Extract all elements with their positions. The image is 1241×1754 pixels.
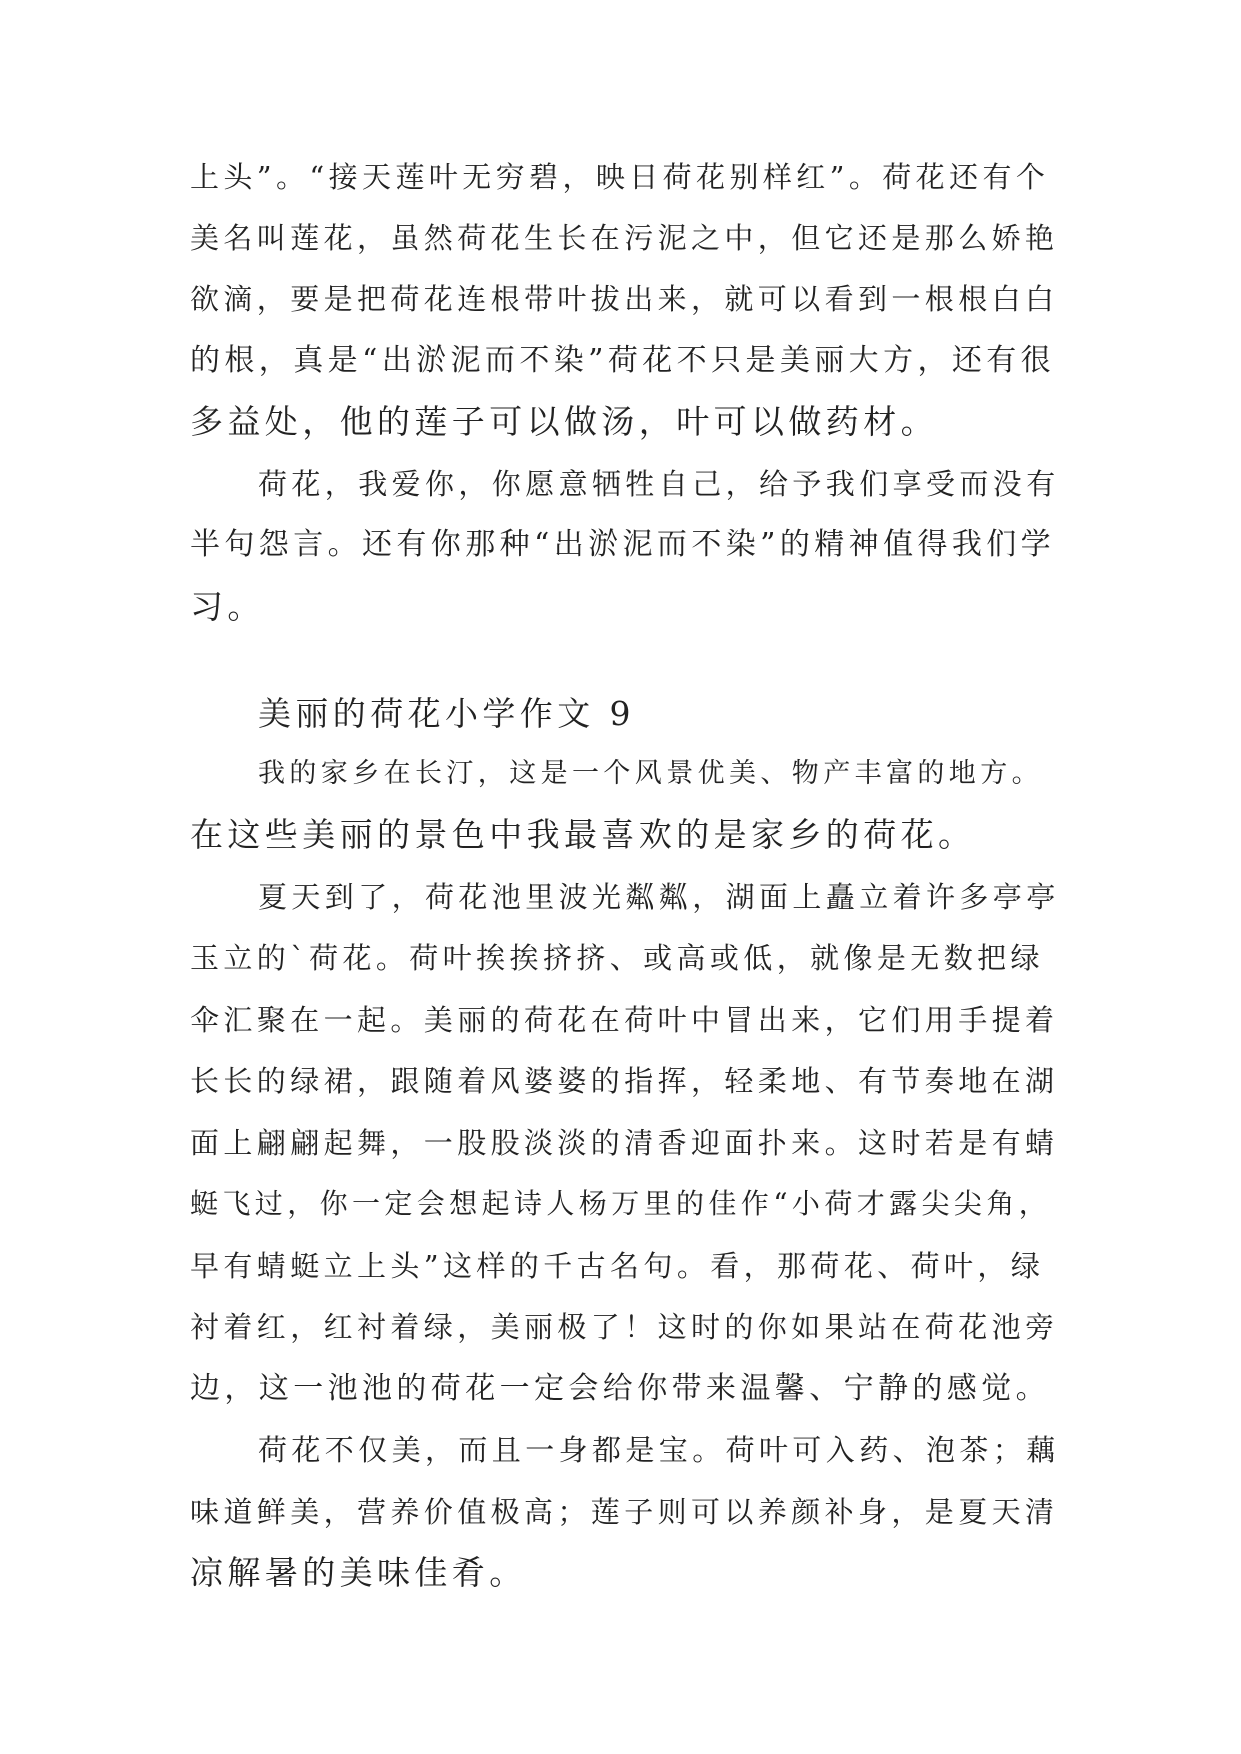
text-line: 伞汇聚在一起。美丽的荷花在荷叶中冒出来，它们用手提着 [190, 1003, 1059, 1037]
text-line: 多益处，他的莲子可以做汤，叶可以做药材。 [190, 402, 938, 441]
text-line: 半句怨言。还有你那种“出淤泥而不染”的精神值得我们学 [190, 527, 1056, 562]
text-line: 面上翩翩起舞，一股股淡淡的清香迎面扑来。这时若是有蜻 [190, 1126, 1059, 1160]
section-title: 美丽的荷花小学作文 9 [258, 694, 635, 733]
text-line: 荷花不仅美，而且一身都是宝。荷叶可入药、泡茶；藕 [258, 1433, 1060, 1467]
text-line: 衬着红，红衬着绿，美丽极了！这时的你如果站在荷花池旁 [190, 1310, 1059, 1344]
text-line: 荷花，我爱你，你愿意牺牲自己，给予我们享受而没有 [258, 467, 1060, 501]
text-line: 欲滴，要是把荷花连根带叶拔出来，就可以看到一根根白白 [190, 282, 1059, 316]
text-line: 蜓飞过，你一定会想起诗人杨万里的佳作“小荷才露尖尖角， [190, 1187, 1052, 1220]
text-line: 的根，真是“出淤泥而不染”荷花不只是美丽大方，还有很 [190, 343, 1056, 378]
text-line: 在这些美丽的景色中我最喜欢的是家乡的荷花。 [190, 815, 976, 854]
text-line: 早有蜻蜓立上头”这样的千古名句。看，那荷花、荷叶，绿 [190, 1249, 1045, 1283]
text-line: 上头”。“接天莲叶无穷碧，映日荷花别样红”。荷花还有个 [190, 160, 1050, 194]
text-line: 玉立的`荷花。荷叶挨挨挤挤、或高或低，就像是无数把绿 [190, 941, 1044, 975]
text-line: 长长的绿裙，跟随着风婆婆的指挥，轻柔地、有节奏地在湖 [190, 1064, 1059, 1098]
text-line: 味道鲜美，营养价值极高；莲子则可以养颜补身，是夏天清 [190, 1495, 1059, 1529]
text-line: 我的家乡在长汀，这是一个风景优美、物产丰富的地方。 [258, 758, 1043, 789]
text-line: 夏天到了，荷花池里波光粼粼，湖面上矗立着许多亭亭 [258, 880, 1060, 914]
text-line: 边，这一池池的荷花一定会给你带来温馨、宁静的感觉。 [190, 1371, 1050, 1406]
text-line: 习。 [190, 587, 265, 626]
text-line: 美名叫莲花，虽然荷花生长在污泥之中，但它还是那么娇艳 [190, 221, 1059, 255]
text-line: 凉解暑的美味佳肴。 [190, 1553, 527, 1592]
